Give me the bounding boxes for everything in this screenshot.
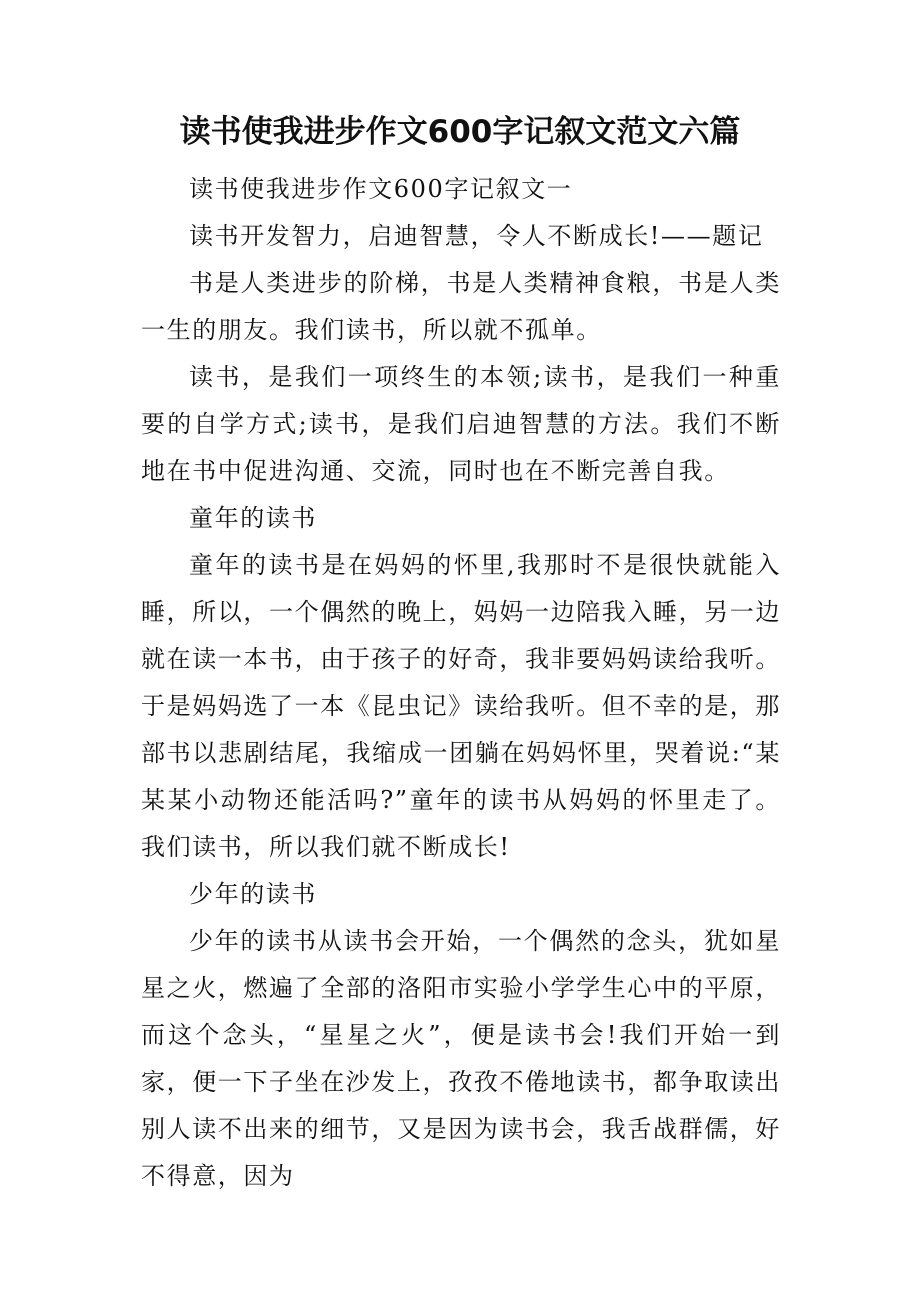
paragraph: 少年的读书从读书会开始，一个偶然的念头，犹如星星之火，燃遍了全部的洛阳市实验小学学生心中的平原，而这个念头，“星星之火”，便是读书会!我们开始一到家，便一下子坐在沙发上，孜孜不倦地读书，都争取读出别人读不出来的细节，又是因为读书会，我舌战群儒，好不得意，因为 xyxy=(141,927,781,1190)
document-body xyxy=(141,166,781,1200)
paragraph-subtitle: 读书使我进步作文600字记叙文一 xyxy=(189,175,573,203)
document-title: 读书使我进步作文600字记叙文范文六篇 xyxy=(179,114,741,150)
section-heading-childhood: 童年的读书 xyxy=(189,504,317,532)
paragraph: 童年的读书是在妈妈的怀里,我那时不是很快就能入睡，所以，一个偶然的晚上，妈妈一边陪我入睡，另一边就在读一本书，由于孩子的好奇，我非要妈妈读给我听。于是妈妈选了一本《昆虫记》读给我听。但不幸的是，那部书以悲剧结尾，我缩成一团躺在妈妈怀里，哭着说:“某某某小动物还能活吗?”童年的读书从妈妈的怀里走了。我们读书，所以我们就不断成长! xyxy=(141,551,781,861)
paragraph: 读书，是我们一项终生的本领;读书，是我们一种重要的自学方式;读书，是我们启迪智慧的方法。我们不断地在书中促进沟通、交流，同时也在不断完善自我。 xyxy=(141,363,781,485)
paragraph-epigraph: 读书开发智力，启迪智慧，令人不断成长!——题记 xyxy=(189,222,764,250)
paragraph: 书是人类进步的阶梯，书是人类精神食粮，书是人类一生的朋友。我们读书，所以就不孤单。 xyxy=(141,269,781,344)
section-heading-youth: 少年的读书 xyxy=(189,880,317,908)
